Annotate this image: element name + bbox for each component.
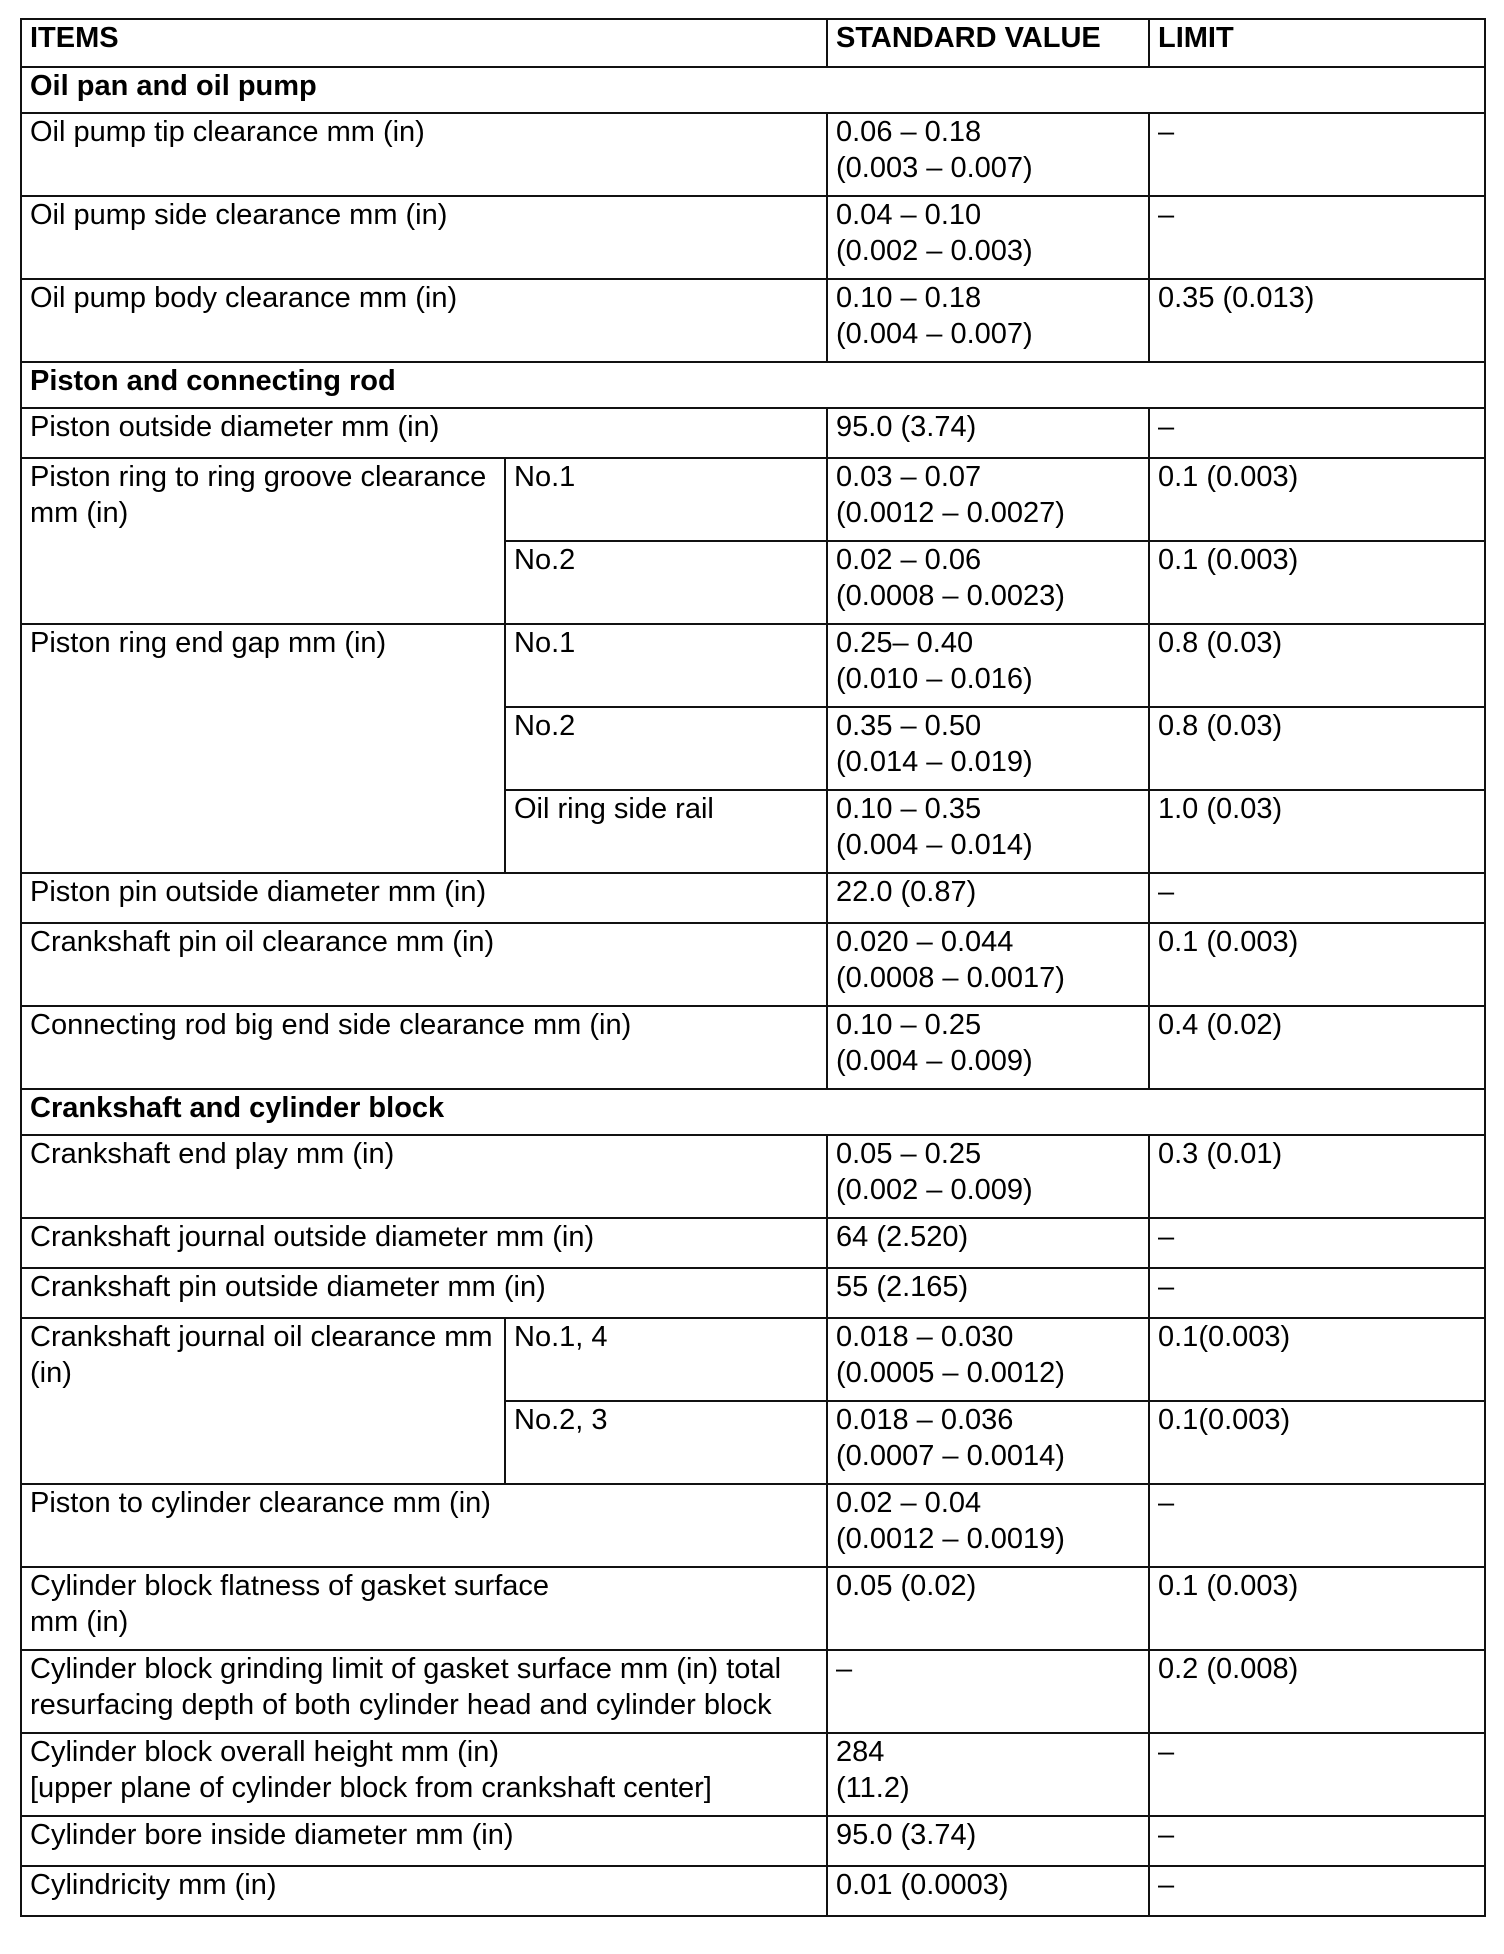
standard-value: –	[827, 1650, 1149, 1733]
item-label: Crankshaft pin outside diameter mm (in)	[21, 1268, 827, 1318]
item-label: Oil pump side clearance mm (in)	[21, 196, 827, 279]
limit-value: 0.1(0.003)	[1149, 1401, 1485, 1484]
limit-value: 0.35 (0.013)	[1149, 279, 1485, 362]
standard-value: 0.06 – 0.18 (0.003 – 0.007)	[827, 113, 1149, 196]
standard-value: 0.02 – 0.04 (0.0012 – 0.0019)	[827, 1484, 1149, 1567]
standard-value: 95.0 (3.74)	[827, 408, 1149, 458]
table-row	[21, 196, 1485, 279]
standard-value: 0.01 (0.0003)	[827, 1866, 1149, 1916]
section-row	[21, 1089, 1485, 1135]
sub-item-label: No.1, 4	[505, 1318, 827, 1401]
standard-value: 0.03 – 0.07 (0.0012 – 0.0027)	[827, 458, 1149, 541]
table-row	[21, 1733, 1485, 1816]
table-row	[21, 1218, 1485, 1268]
standard-value: 0.05 (0.02)	[827, 1567, 1149, 1650]
limit-value: 0.1 (0.003)	[1149, 458, 1485, 541]
standard-value: 55 (2.165)	[827, 1268, 1149, 1318]
item-label: Oil pump tip clearance mm (in)	[21, 113, 827, 196]
item-label: Crankshaft pin oil clearance mm (in)	[21, 923, 827, 1006]
standard-value: 0.10 – 0.35 (0.004 – 0.014)	[827, 790, 1149, 873]
limit-value: 0.1 (0.003)	[1149, 1567, 1485, 1650]
section-title: Crankshaft and cylinder block	[21, 1089, 1485, 1135]
item-label: Connecting rod big end side clearance mm (in)	[21, 1006, 827, 1089]
limit-value: 0.8 (0.03)	[1149, 624, 1485, 707]
standard-value: 0.02 – 0.06 (0.0008 – 0.0023)	[827, 541, 1149, 624]
limit-value: –	[1149, 113, 1485, 196]
item-label: Crankshaft journal outside diameter mm (in)	[21, 1218, 827, 1268]
limit-value: 0.1 (0.003)	[1149, 923, 1485, 1006]
limit-value: –	[1149, 1866, 1485, 1916]
item-label: Cylinder bore inside diameter mm (in)	[21, 1816, 827, 1866]
standard-value: 0.05 – 0.25 (0.002 – 0.009)	[827, 1135, 1149, 1218]
limit-value: –	[1149, 196, 1485, 279]
table-row	[21, 458, 1485, 541]
limit-value: –	[1149, 1733, 1485, 1816]
table-row	[21, 1318, 1485, 1401]
limit-value: –	[1149, 1268, 1485, 1318]
item-label: Cylinder block overall height mm (in) [upper plane of cylinder block from crankshaft center]	[21, 1733, 827, 1816]
standard-value: 0.10 – 0.18 (0.004 – 0.007)	[827, 279, 1149, 362]
specification-table	[20, 18, 1486, 1917]
table-row	[21, 1567, 1485, 1650]
sub-item-label: No.1	[505, 624, 827, 707]
standard-value: 0.04 – 0.10 (0.002 – 0.003)	[827, 196, 1149, 279]
item-label: Piston ring end gap mm (in)	[21, 624, 505, 873]
item-label: Piston ring to ring groove clearance mm (in)	[21, 458, 505, 624]
table-row	[21, 1816, 1485, 1866]
sub-item-label: Oil ring side rail	[505, 790, 827, 873]
table-row	[21, 1006, 1485, 1089]
table-row	[21, 408, 1485, 458]
limit-value: 1.0 (0.03)	[1149, 790, 1485, 873]
item-label: Oil pump body clearance mm (in)	[21, 279, 827, 362]
limit-value: 0.2 (0.008)	[1149, 1650, 1485, 1733]
standard-value: 0.018 – 0.036 (0.0007 – 0.0014)	[827, 1401, 1149, 1484]
table-row	[21, 624, 1485, 707]
item-label: Piston outside diameter mm (in)	[21, 408, 827, 458]
items-header: ITEMS	[21, 19, 827, 67]
section-row	[21, 67, 1485, 113]
section-title: Oil pan and oil pump	[21, 67, 1485, 113]
item-label: Piston pin outside diameter mm (in)	[21, 873, 827, 923]
limit-value: –	[1149, 1484, 1485, 1567]
section-row	[21, 362, 1485, 408]
limit-value: –	[1149, 873, 1485, 923]
sub-item-label: No.2, 3	[505, 1401, 827, 1484]
standard-value: 0.018 – 0.030 (0.0005 – 0.0012)	[827, 1318, 1149, 1401]
table-row	[21, 923, 1485, 1006]
item-label: Piston to cylinder clearance mm (in)	[21, 1484, 827, 1567]
table-row	[21, 279, 1485, 362]
limit-value: 0.1(0.003)	[1149, 1318, 1485, 1401]
standard-value: 0.25– 0.40 (0.010 – 0.016)	[827, 624, 1149, 707]
limit-value: 0.8 (0.03)	[1149, 707, 1485, 790]
limit-value: 0.1 (0.003)	[1149, 541, 1485, 624]
table-row	[21, 1135, 1485, 1218]
limit-value: 0.3 (0.01)	[1149, 1135, 1485, 1218]
limit-value: 0.4 (0.02)	[1149, 1006, 1485, 1089]
table-row	[21, 1268, 1485, 1318]
item-label: Crankshaft journal oil clearance mm (in)	[21, 1318, 505, 1484]
table-row	[21, 1650, 1485, 1733]
standard-value: 22.0 (0.87)	[827, 873, 1149, 923]
item-label: Crankshaft end play mm (in)	[21, 1135, 827, 1218]
table-row	[21, 1484, 1485, 1567]
sub-item-label: No.1	[505, 458, 827, 541]
standard-value-header: STANDARD VALUE	[827, 19, 1149, 67]
sub-item-label: No.2	[505, 541, 827, 624]
standard-value: 0.020 – 0.044 (0.0008 – 0.0017)	[827, 923, 1149, 1006]
standard-value: 64 (2.520)	[827, 1218, 1149, 1268]
item-label: Cylinder block flatness of gasket surface mm (in)	[21, 1567, 827, 1650]
table-row	[21, 113, 1485, 196]
item-label: Cylindricity mm (in)	[21, 1866, 827, 1916]
standard-value: 0.35 – 0.50 (0.014 – 0.019)	[827, 707, 1149, 790]
table-row	[21, 873, 1485, 923]
limit-value: –	[1149, 408, 1485, 458]
sub-item-label: No.2	[505, 707, 827, 790]
standard-value: 0.10 – 0.25 (0.004 – 0.009)	[827, 1006, 1149, 1089]
limit-header: LIMIT	[1149, 19, 1485, 67]
standard-value: 284 (11.2)	[827, 1733, 1149, 1816]
item-label: Cylinder block grinding limit of gasket surface mm (in) total resurfacing depth of both cylinder head and cylinder block	[21, 1650, 827, 1733]
standard-value: 95.0 (3.74)	[827, 1816, 1149, 1866]
header-row	[21, 19, 1485, 67]
limit-value: –	[1149, 1816, 1485, 1866]
table-row	[21, 1866, 1485, 1916]
limit-value: –	[1149, 1218, 1485, 1268]
section-title: Piston and connecting rod	[21, 362, 1485, 408]
